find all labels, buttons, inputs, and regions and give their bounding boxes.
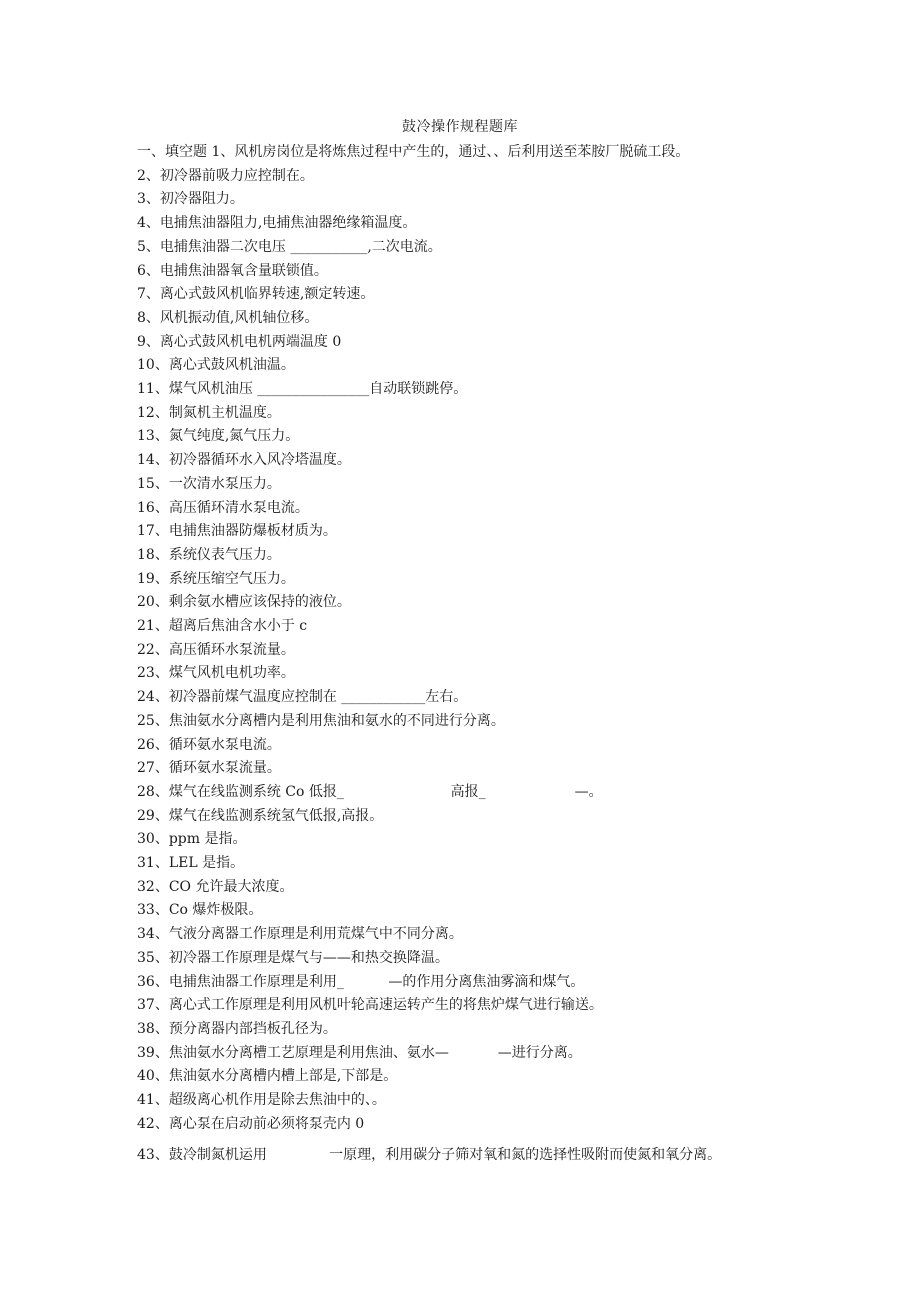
question-line: 5、电捕焦油器二次电压 ___________,二次电流。 bbox=[137, 238, 442, 255]
question-line: 8、风机振动值,风机轴位移。 bbox=[137, 309, 319, 326]
question-line: 28、煤气在线监测系统 Co 低报_ 高报_ —。 bbox=[137, 783, 603, 800]
question-line: 11、煤气风机油压 ________________自动联锁跳停。 bbox=[137, 381, 468, 397]
question-line: 41、超级离心机作用是除去焦油中的、。 bbox=[137, 1092, 386, 1108]
question-line: 43、鼓冷制氮机运用 一原理，利用碳分子筛对氧和氮的选择性吸附而使氮和氧分离。 bbox=[137, 1147, 722, 1164]
question-line: 42、离心泵在启动前必须将泵壳内 0 bbox=[137, 1115, 365, 1132]
question-line: 29、煤气在线监测系统氢气低报,高报。 bbox=[137, 807, 384, 824]
question-line: 6、电捕焦油器氧含量联锁值。 bbox=[137, 262, 328, 279]
question-line: 26、循环氨水泵电流。 bbox=[137, 736, 281, 753]
question-line: 36、电捕焦油器工作原理是利用_ —的作用分离焦油雾滴和煤气。 bbox=[137, 973, 585, 990]
question-line: 19、系统压缩空气压力。 bbox=[137, 570, 295, 587]
document-title: 鼓冷操作规程题库 bbox=[402, 119, 518, 135]
question-line: 3、初冷器阻力。 bbox=[137, 191, 244, 208]
question-line: 10、离心式鼓风机油温。 bbox=[137, 357, 295, 374]
question-line: 27、循环氨水泵流量。 bbox=[137, 760, 281, 777]
question-line: 12、制氮机主机温度。 bbox=[137, 404, 281, 421]
question-line: 22、高压循环水泵流量。 bbox=[137, 641, 295, 658]
question-line: 21、超离后焦油含水小于 c bbox=[137, 618, 308, 634]
question-line: 39、焦油氨水分离槽工艺原理是利用焦油、氨水— —进行分离。 bbox=[137, 1044, 582, 1061]
question-line: 14、初冷器循环水入风冷塔温度。 bbox=[137, 452, 351, 469]
question-line: 20、剩余氨水槽应该保持的液位。 bbox=[137, 594, 351, 611]
question-line: 37、离心式工作原理是利用风机叶轮高速运转产生的将焦炉煤气进行输送。 bbox=[137, 997, 603, 1014]
question-line: 23、煤气风机电机功率。 bbox=[137, 665, 295, 682]
question-line: 32、CO 允许最大浓度。 bbox=[137, 878, 294, 895]
question-line: 31、LEL 是指。 bbox=[137, 855, 245, 871]
question-line: 25、焦油氨水分离槽内是利用焦油和氨水的不同进行分离。 bbox=[137, 712, 505, 729]
question-line: 2、初冷器前吸力应控制在。 bbox=[137, 167, 314, 184]
question-line: 18、系统仪表气压力。 bbox=[137, 546, 281, 563]
question-line: 40、焦油氨水分离槽内槽上部是,下部是。 bbox=[137, 1068, 398, 1085]
question-line: 15、一次清水泵压力。 bbox=[137, 475, 281, 492]
question-line: 30、ppm 是指。 bbox=[137, 831, 247, 848]
question-line: 35、初冷器工作原理是煤气与——和热交换降温。 bbox=[137, 949, 449, 966]
question-line: 7、离心式鼓风机临界转速,额定转速。 bbox=[137, 286, 375, 303]
question-line: 16、高压循环清水泵电流。 bbox=[137, 499, 309, 516]
question-line: 9、离心式鼓风机电机两端温度 0 bbox=[137, 333, 342, 350]
section-heading-line: 一、填空题 1、风机房岗位是将炼焦过程中产生的，通过、、后利用送至苯胺厂脱硫工段。 bbox=[137, 144, 690, 160]
question-line: 13、氮气纯度,氮气压力。 bbox=[137, 428, 300, 445]
question-line: 24、初冷器前煤气温度应控制在 ____________左右。 bbox=[137, 689, 468, 706]
question-line: 4、电捕焦油器阻力,电捕焦油器绝缘箱温度。 bbox=[137, 215, 417, 232]
question-line: 34、气液分离器工作原理是利用荒煤气中不同分离。 bbox=[137, 926, 463, 943]
question-line: 17、电捕焦油器防爆板材质为。 bbox=[137, 523, 337, 540]
question-line: 33、Co 爆炸极限。 bbox=[137, 902, 263, 919]
question-line: 38、预分离器内部挡板孔径为。 bbox=[137, 1020, 337, 1037]
